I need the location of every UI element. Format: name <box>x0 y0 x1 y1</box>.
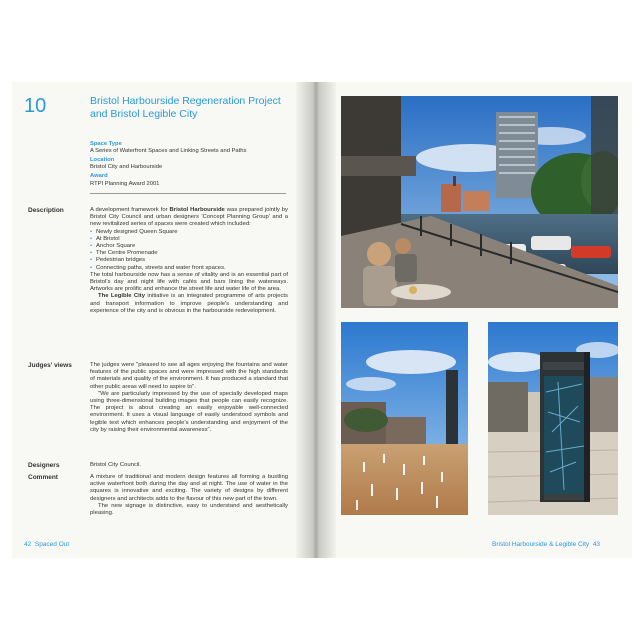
book-gutter <box>296 82 336 558</box>
bullet-item: • Anchor Square <box>90 243 288 250</box>
judges-section <box>90 362 288 434</box>
judges-para1: The judges were "pleased to see all ages enjoying the fountains and water features of the public spaces and were impressed with the high standards of materials and quality of the environment. It has produced a standard that other public areas will need to aspire to". <box>90 362 288 390</box>
project-title: Bristol Harbourside Regeneration Project and Bristol Legible City <box>90 95 281 120</box>
description-label: Description <box>28 207 64 214</box>
award-value: RTPI Planning Award 2001 <box>90 181 160 187</box>
space-type-label: Space Type <box>90 141 122 147</box>
section-divider <box>90 193 286 194</box>
award-label: Award <box>90 173 108 179</box>
fountain-square-photo <box>341 322 468 515</box>
bullet-item: • Newly designed Queen Square <box>90 229 288 236</box>
description-section <box>90 207 288 315</box>
designers-value: Bristol City Council. <box>90 462 142 468</box>
comment-para2: The new signage is distinctive, easy to understand and aesthetically pleasing. <box>90 502 288 517</box>
designers-label: Designers <box>28 462 60 469</box>
judges-label: Judges' views <box>28 362 72 369</box>
comment-label: Comment <box>28 474 58 481</box>
bullet-item: • Pedestrian bridges <box>90 257 288 264</box>
description-bullets <box>90 229 288 272</box>
right-folio: Bristol Harbourside & Legible City 43 <box>492 541 601 548</box>
location-value: Bristol City and Harbourside <box>90 164 163 170</box>
harbourside-photo <box>341 96 618 308</box>
bullet-item: • The Centre Promenade <box>90 250 288 257</box>
description-para3: The Legible City initiative is an integrated programme of arts projects and transport information to improve people's understanding and experience of the city and is obvious in the harbourside redevelopment. <box>90 293 289 314</box>
bullet-item: • At Bristol <box>90 236 288 243</box>
comment-section <box>90 474 288 517</box>
left-folio: 42 Spaced Out <box>24 541 70 548</box>
legible-city-sign-photo <box>488 322 618 515</box>
space-type-value: A Series of Waterfront Spaces and Linking Streets and Paths <box>90 148 247 154</box>
description-para2: The total harbourside now has a sense of vitality and is an essential part of Bristol's day and night life with cafés and bars lining the waterways. Artworks are prolific and enhance the street life and water life of the area. <box>90 271 288 293</box>
bullet-item: • Connecting paths, streets and water front spaces. <box>90 265 288 272</box>
judges-para2: "We are particularly impressed by the use of specially developed maps using three-dimensional building images that people can easily recognize. The project is about creating an easily enjoyable well-connected environment. It uses a visual language of easily understood symbols and legible text which enhances people's understanding and enjoyment of the city by raising their environmental awareness". <box>90 390 288 433</box>
project-number: 10 <box>24 95 47 117</box>
comment-para1: A mixture of traditional and modern design features all forming a bustling active waterfront both during the day and at night. The use of water in the squares is innovative and exciting. The variety of designs by different designers and architects adds to the flavour of this new part of the town. <box>90 474 288 502</box>
description-intro: A development framework for Bristol Harbourside was prepared jointly by Bristol City Council and urban designers 'Concept Planning Group' and a new revitalized series of spaces were created which included: <box>90 207 288 228</box>
location-label: Location <box>90 157 115 163</box>
